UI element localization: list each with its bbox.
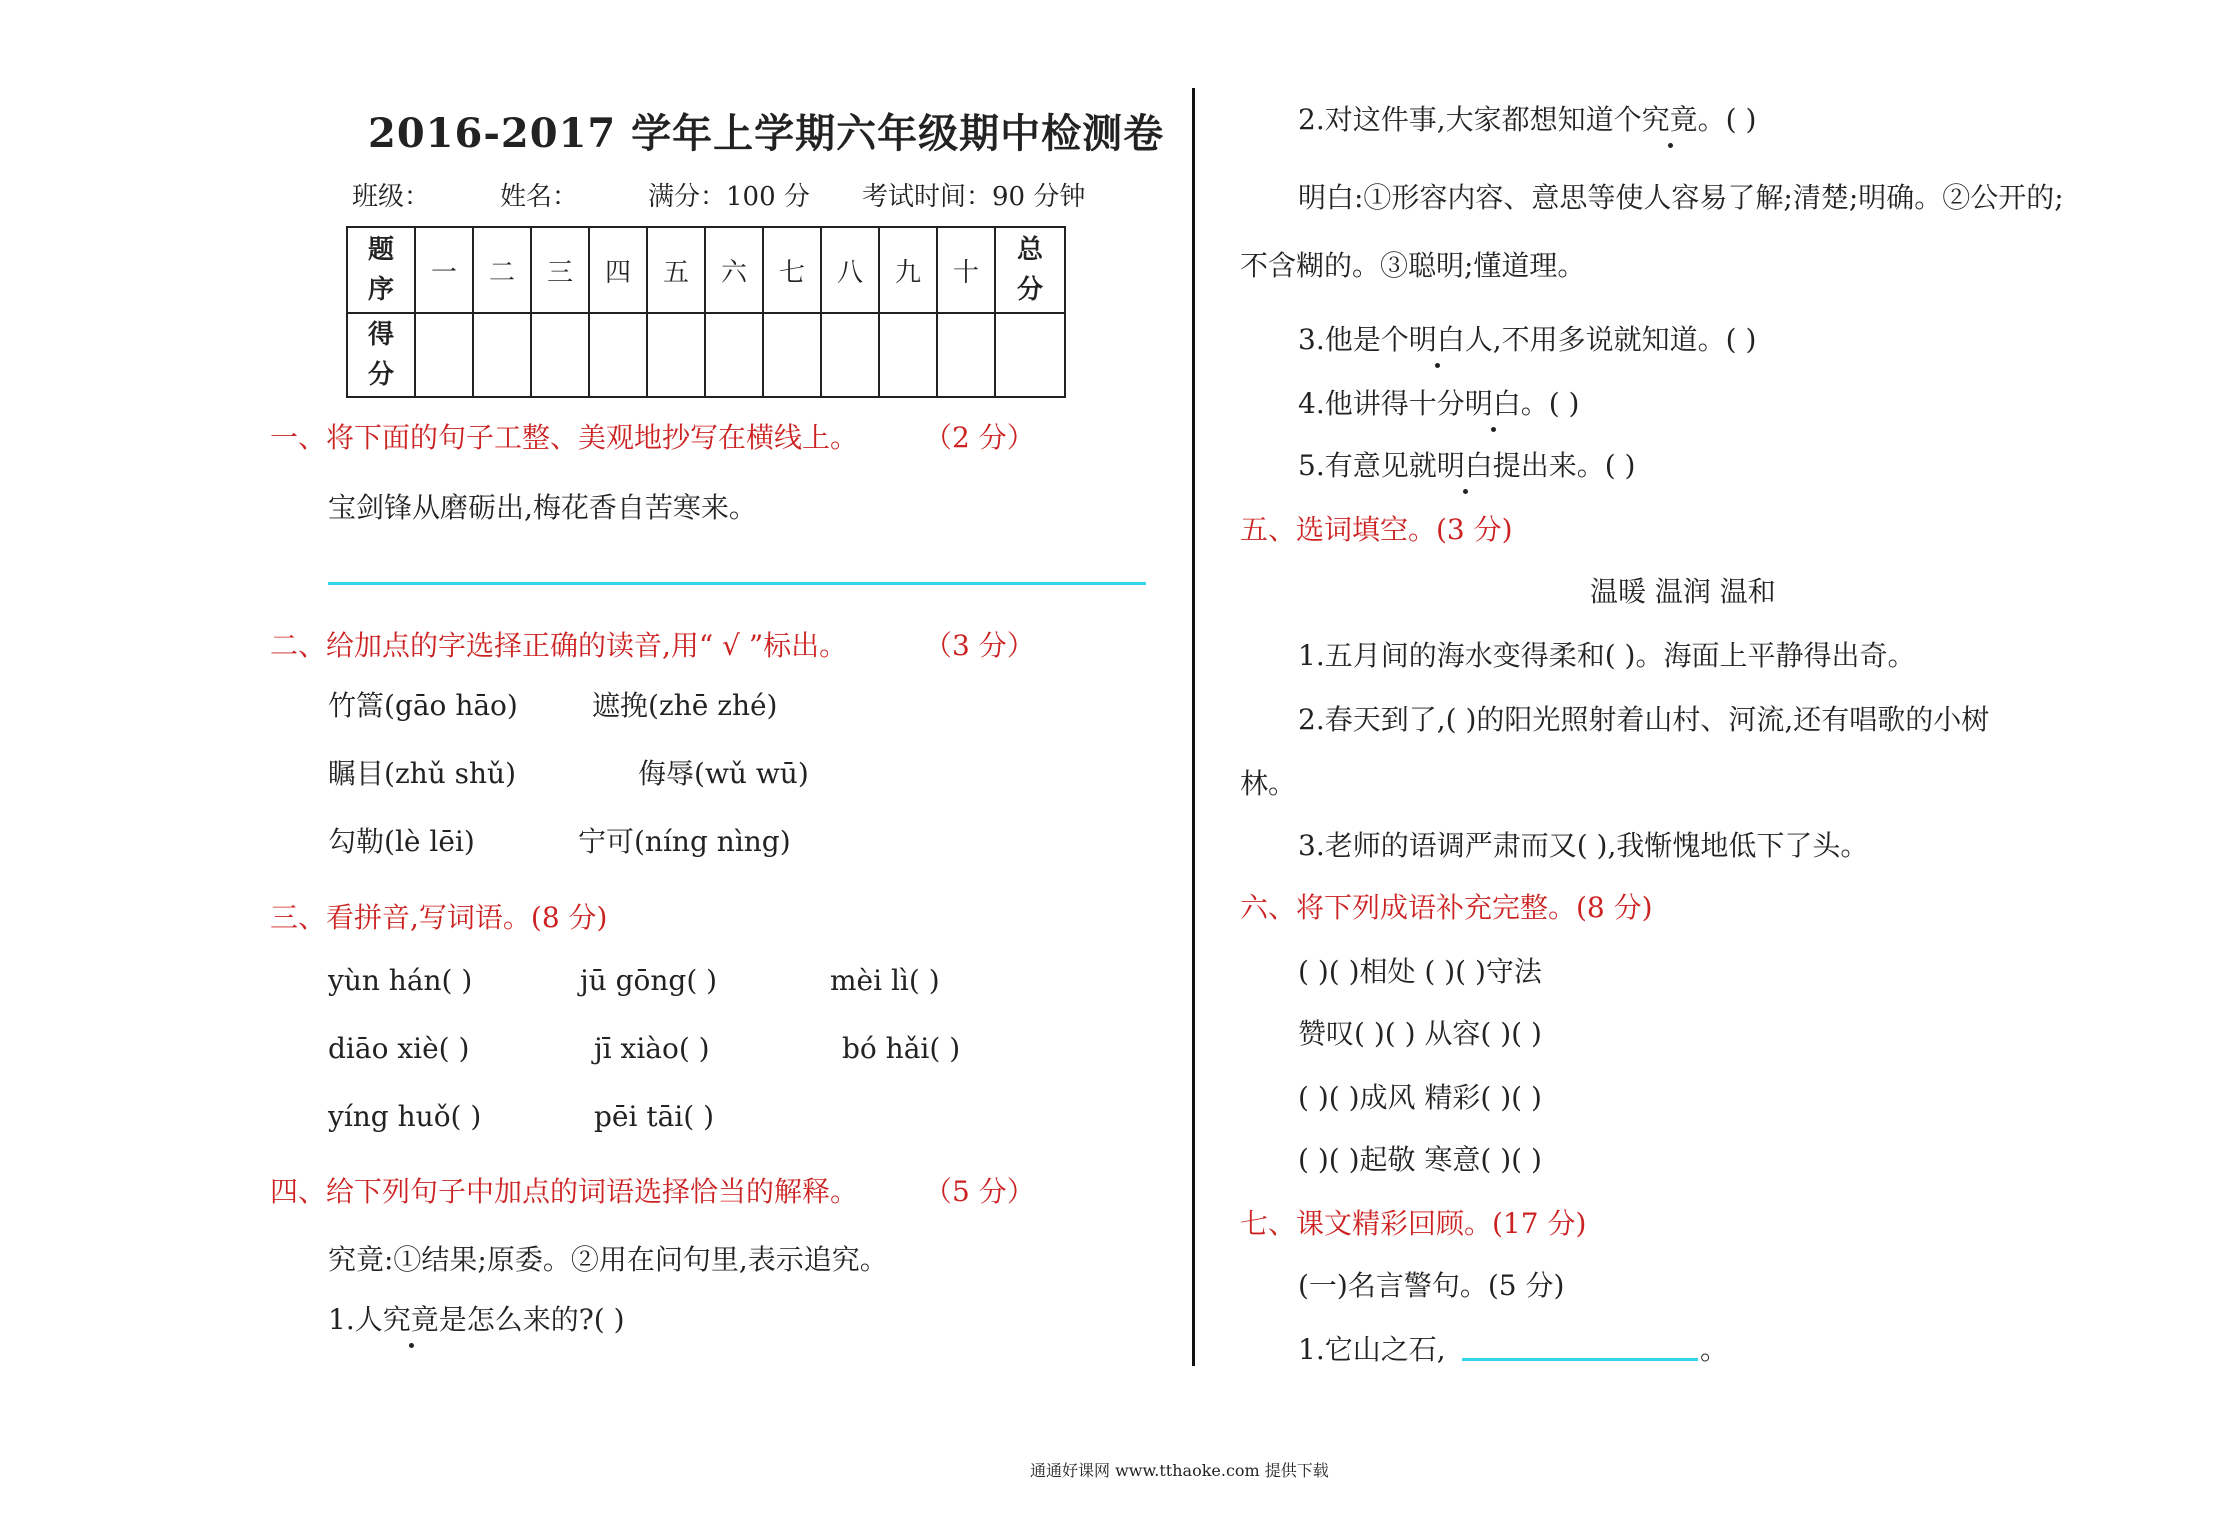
q4-sentence-3: 3.他是个明白人,不用多说就知道。( ) xyxy=(1298,318,1756,358)
score-cell[interactable] xyxy=(705,313,763,397)
q6-row: ( )( )起敬 寒意( )( ) xyxy=(1298,1143,1542,1176)
score-cell[interactable] xyxy=(473,313,531,397)
q2-item: 勾勒(lè lēi) xyxy=(328,825,475,858)
exam-time-label: 考试时间：90 分钟 xyxy=(862,182,1086,212)
q7-item-1-answer-line[interactable] xyxy=(1462,1358,1698,1361)
q6-row: ( )( )成风 精彩( )( ) xyxy=(1298,1081,1542,1114)
q2-item: 瞩目(zhǔ shǔ) xyxy=(328,757,517,790)
q5-word-options: 温暖 温润 温和 xyxy=(1590,575,1776,608)
q2-item: 遮挽(zhē zhé) xyxy=(592,689,778,722)
col-5: 五 xyxy=(647,227,705,313)
dotted-word: 究竟 xyxy=(1642,98,1698,138)
q4-points: （5 分） xyxy=(924,1175,1035,1208)
class-label: 班级： xyxy=(352,182,431,212)
full-score-label: 满分：100 分 xyxy=(648,182,810,212)
dotted-word: 明白 xyxy=(1409,318,1465,358)
score-cell[interactable] xyxy=(589,313,647,397)
col-8: 八 xyxy=(821,227,879,313)
q5-sentence-2-line1: 2.春天到了,( )的阳光照射着山村、河流,还有唱歌的小树 xyxy=(1298,703,1990,736)
q4-sentence-4: 4.他讲得十分明白。( ) xyxy=(1298,382,1579,422)
q4-definition-jiujing: 究竟:①结果;原委。②用在问句里,表示追究。 xyxy=(328,1243,888,1276)
q4-definition-mingbai-line2: 不含糊的。③聪明;懂道理。 xyxy=(1240,249,1586,282)
q3-item: yùn hán( ) xyxy=(328,964,473,997)
q4-definition-mingbai-line1: 明白:①形容内容、意思等使人容易了解;清楚;明确。②公开的; xyxy=(1298,181,2064,214)
dotted-word: 明白 xyxy=(1465,382,1521,422)
q6-row: ( )( )相处 ( )( )守法 xyxy=(1298,955,1542,988)
col-9: 九 xyxy=(879,227,937,313)
q2-item: 侮辱(wǔ wū) xyxy=(638,757,809,790)
dotted-word: 究竟 xyxy=(383,1298,439,1338)
col-4: 四 xyxy=(589,227,647,313)
q1-points: （2 分） xyxy=(924,421,1035,454)
score-cell[interactable] xyxy=(879,313,937,397)
dotted-word: 明白 xyxy=(1437,444,1493,484)
q7-item-1-prefix: 1.它山之石, xyxy=(1298,1333,1446,1366)
q3-item: mèi lì( ) xyxy=(830,964,940,997)
q7-item-1-suffix: 。 xyxy=(1700,1333,1729,1366)
q5-title: 五、选词填空。(3 分) xyxy=(1240,513,1513,546)
score-table-head-score: 得 分 xyxy=(347,313,415,397)
q6-title: 六、将下列成语补充完整。(8 分) xyxy=(1240,891,1653,924)
q3-item: jī xiào( ) xyxy=(594,1032,710,1065)
q7-title: 七、课文精彩回顾。(17 分) xyxy=(1240,1207,1587,1240)
score-cell[interactable] xyxy=(937,313,995,397)
col-3: 三 xyxy=(531,227,589,313)
column-divider xyxy=(1192,88,1195,1366)
footer-credit: 通通好课网 www.tthaoke.com 提供下载 xyxy=(1030,1461,1329,1480)
col-6: 六 xyxy=(705,227,763,313)
score-cell[interactable] xyxy=(531,313,589,397)
q1-sentence: 宝剑锋从磨砺出,梅花香自苦寒来。 xyxy=(328,491,757,524)
q3-item: diāo xiè( ) xyxy=(328,1032,470,1065)
q5-sentence-2-line2: 林。 xyxy=(1240,767,1297,800)
q1-copy-line[interactable] xyxy=(328,582,1146,585)
q7-subsection-1: (一)名言警句。(5 分) xyxy=(1298,1269,1565,1302)
q5-sentence-1: 1.五月间的海水变得柔和( )。海面上平静得出奇。 xyxy=(1298,639,1916,672)
q3-item: bó hǎi( ) xyxy=(842,1032,961,1065)
col-2: 二 xyxy=(473,227,531,313)
col-10: 十 xyxy=(937,227,995,313)
q2-title: 二、给加点的字选择正确的读音,用“ √ ”标出。 xyxy=(270,629,848,662)
col-7: 七 xyxy=(763,227,821,313)
score-cell[interactable] xyxy=(647,313,705,397)
q2-item: 竹篙(gāo hāo) xyxy=(328,689,518,722)
score-table xyxy=(346,226,1066,398)
q4-title: 四、给下列句子中加点的词语选择恰当的解释。 xyxy=(270,1175,859,1208)
col-1: 一 xyxy=(415,227,473,313)
q2-points: （3 分） xyxy=(924,629,1035,662)
name-label: 姓名： xyxy=(500,182,579,212)
q2-item: 宁可(níng nìng) xyxy=(578,825,791,858)
score-cell[interactable] xyxy=(995,313,1065,397)
q6-row: 赞叹( )( ) 从容( )( ) xyxy=(1298,1017,1542,1050)
page-title: 2016-2017 学年上学期六年级期中检测卷 xyxy=(368,110,1165,157)
score-cell[interactable] xyxy=(763,313,821,397)
q3-title: 三、看拼音,写词语。(8 分) xyxy=(270,901,608,934)
q3-item: pēi tāi( ) xyxy=(594,1100,714,1133)
score-table-head-question: 题 序 xyxy=(347,227,415,313)
q3-item: jū gōng( ) xyxy=(580,964,718,997)
q4-sentence-1: 1.人究竟是怎么来的?( ) xyxy=(328,1298,625,1338)
score-cell[interactable] xyxy=(821,313,879,397)
q4-sentence-2: 2.对这件事,大家都想知道个究竟。( ) xyxy=(1298,98,1756,138)
q4-sentence-5: 5.有意见就明白提出来。( ) xyxy=(1298,444,1635,484)
score-cell[interactable] xyxy=(415,313,473,397)
score-table-head-total: 总 分 xyxy=(995,227,1065,313)
q3-item: yíng huǒ( ) xyxy=(328,1100,482,1133)
q5-sentence-3: 3.老师的语调严肃而又( ),我惭愧地低下了头。 xyxy=(1298,829,1869,862)
q1-title: 一、将下面的句子工整、美观地抄写在横线上。 xyxy=(270,421,859,454)
